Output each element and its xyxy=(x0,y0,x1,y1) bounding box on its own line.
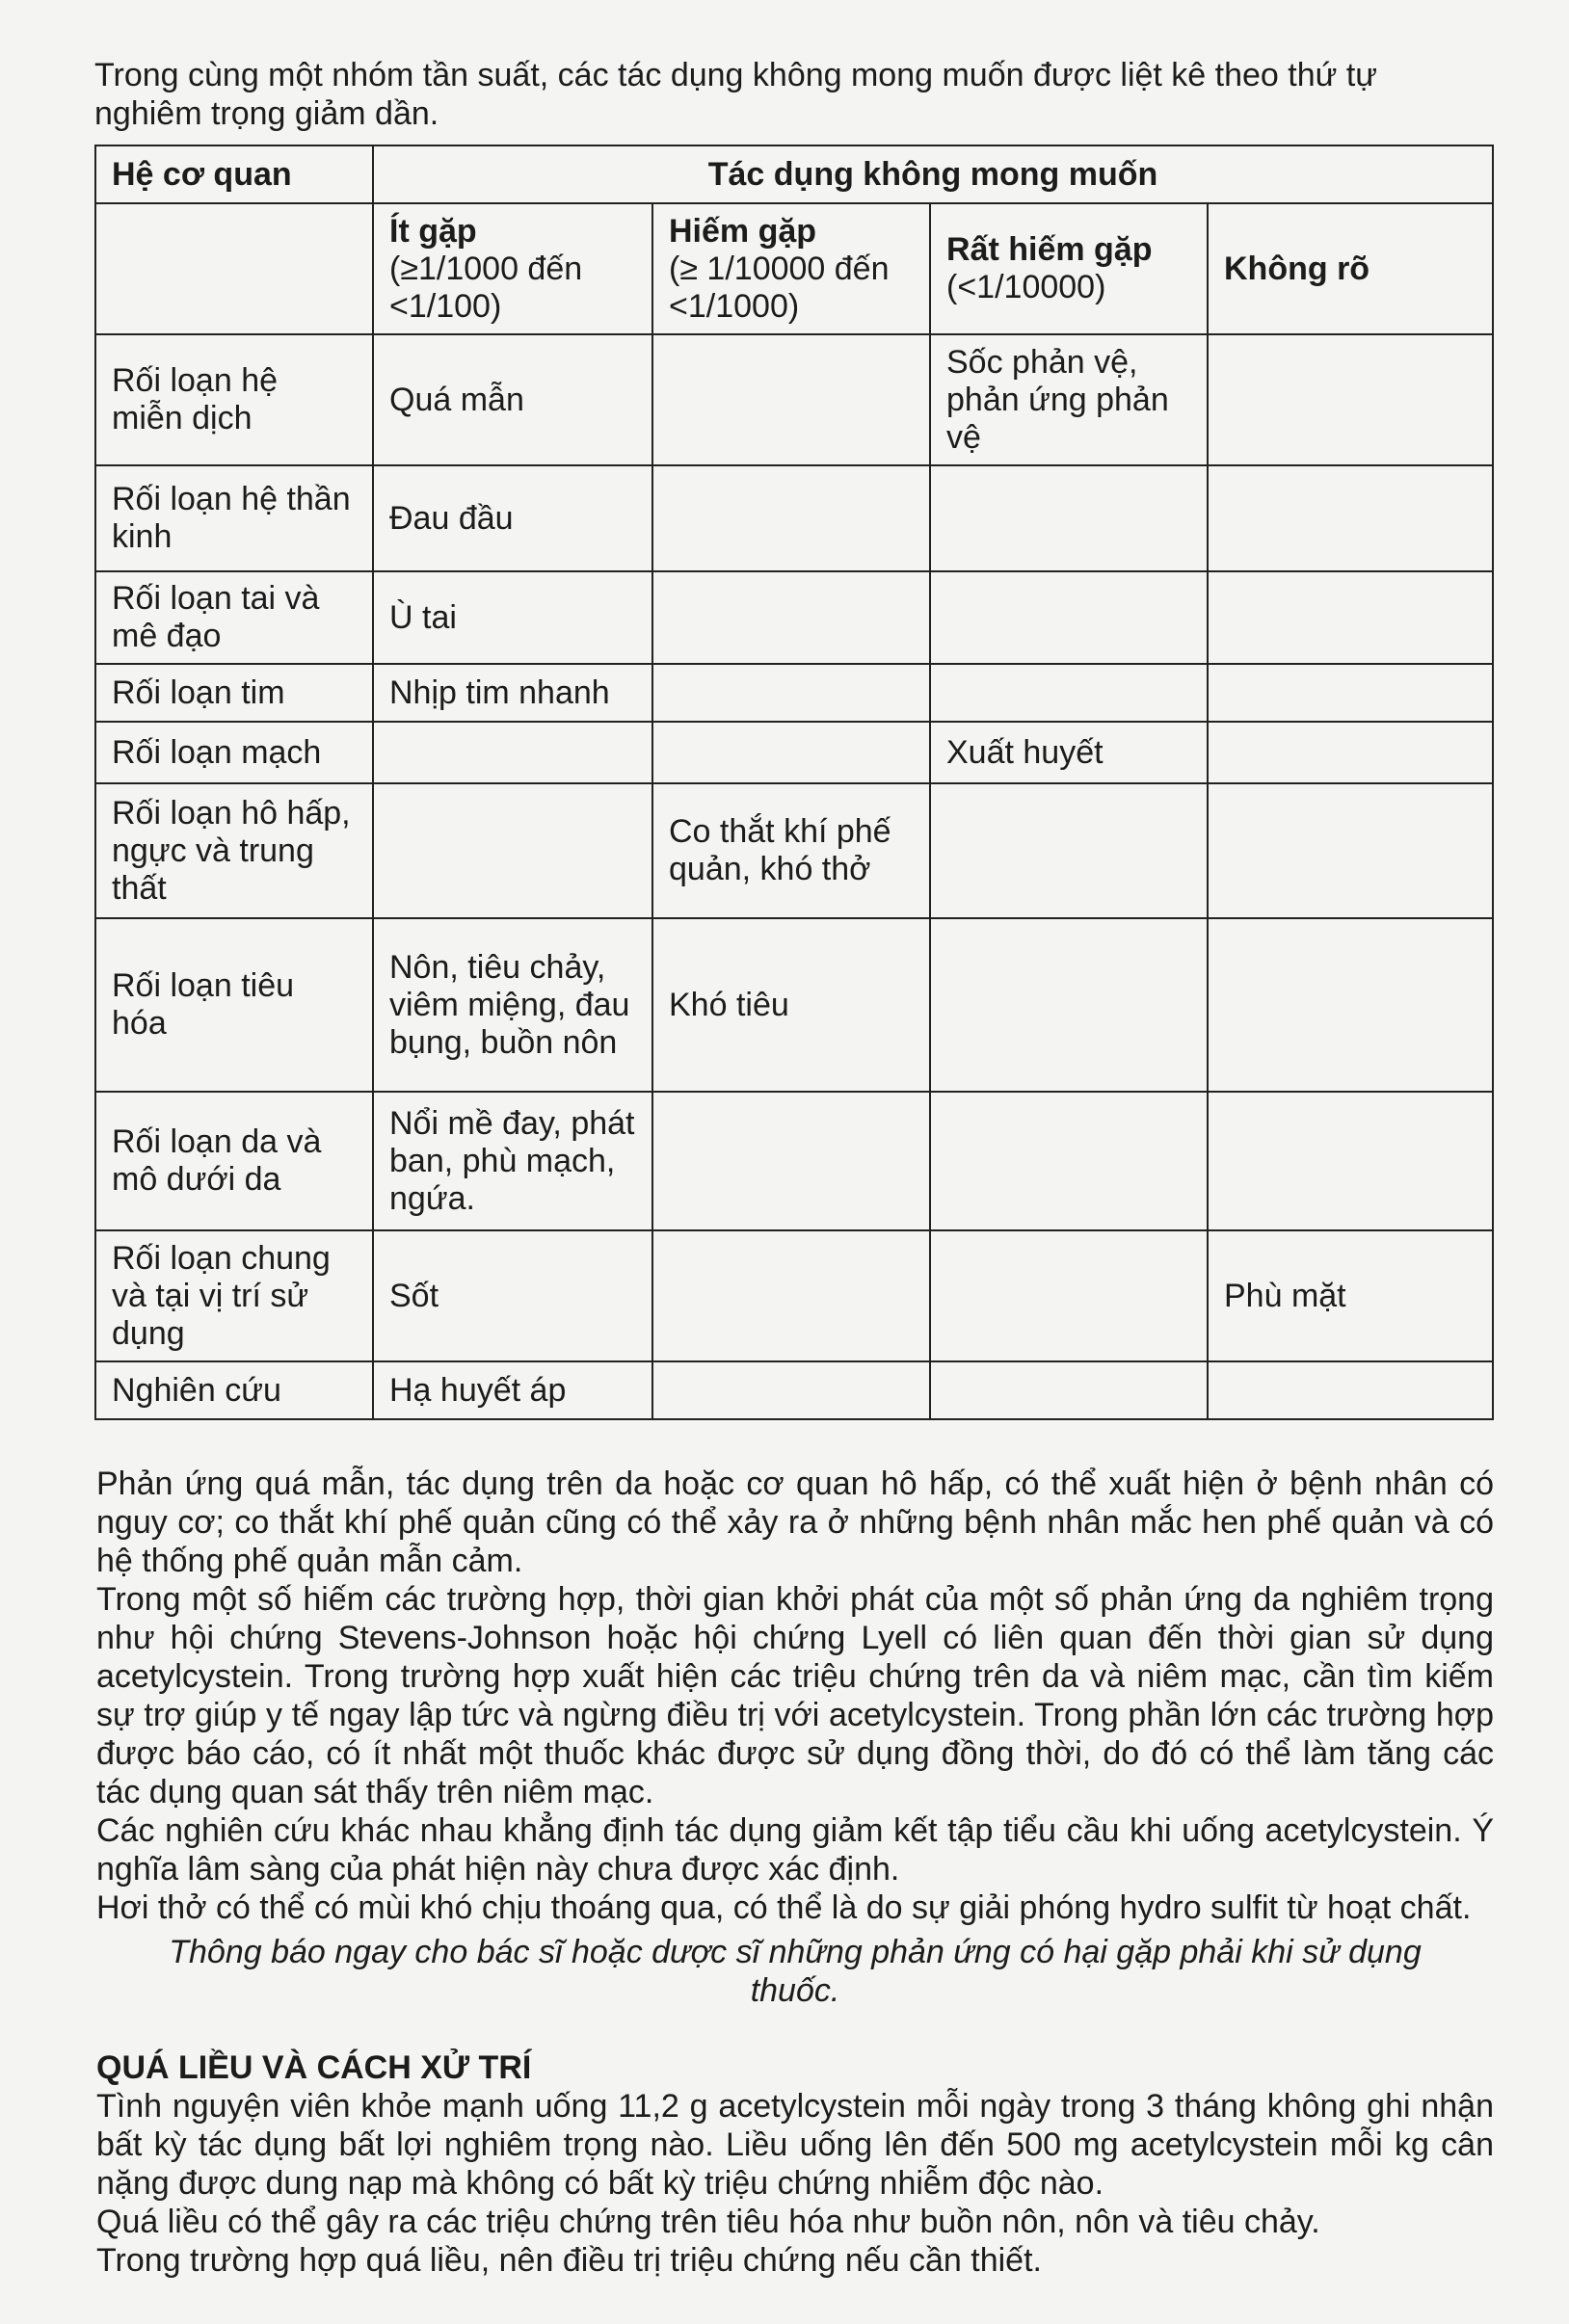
table-row xyxy=(95,1230,1493,1361)
table-row xyxy=(95,1361,1493,1419)
table-subheader-row xyxy=(95,203,1493,334)
table-row xyxy=(95,783,1493,918)
paragraph: Trong một số hiếm các trường hợp, thời gian khởi phát của một số phản ứng da nghiêm trọng như hội chứng Stevens-Johnson hoặc hội chứng Lyell có liên quan đến thời gian sử dụng acetylcystein. Trong trường hợp xuất hiện các triệu chứng trên da và niêm mạc, cần tìm kiếm sự trợ giúp y tế ngay lập tức và ngừng điều trị với acetylcystein. Trong phần lớn các trường hợp được báo cáo, có ít nhất một thuốc khác được sử dụng đồng thời, do đó có thể làm tăng các tác dụng quan sát thấy trên niêm mạc. xyxy=(96,1581,1494,1810)
effect-cell xyxy=(1208,1361,1493,1419)
effect-cell xyxy=(930,465,1208,571)
effect-cell xyxy=(373,783,652,918)
effect-cell: Phù mặt xyxy=(1208,1230,1493,1361)
system-cell: Rối loạn da và mô dưới da xyxy=(95,1092,373,1230)
system-cell: Rối loạn mạch xyxy=(95,722,373,783)
adverse-effects-table xyxy=(94,145,1494,1420)
system-cell: Rối loạn hệ thần kinh xyxy=(95,465,373,571)
system-cell: Rối loạn hệ miễn dịch xyxy=(95,334,373,465)
effect-cell xyxy=(652,1361,930,1419)
effect-cell: Xuất huyết xyxy=(930,722,1208,783)
table-row xyxy=(95,1092,1493,1230)
effect-cell: Ù tai xyxy=(373,571,652,664)
effect-cell xyxy=(652,1092,930,1230)
effect-cell: Hạ huyết áp xyxy=(373,1361,652,1419)
effect-cell xyxy=(1208,571,1493,664)
table-row xyxy=(95,722,1493,783)
header-effects: Tác dụng không mong muốn xyxy=(373,145,1493,203)
system-cell: Rối loạn tiêu hóa xyxy=(95,918,373,1092)
effect-cell xyxy=(373,722,652,783)
header-frequency-uncommon: Ít gặp (≥1/1000 đến <1/100) xyxy=(373,203,652,334)
effect-cell xyxy=(1208,465,1493,571)
effect-cell xyxy=(652,571,930,664)
overdose-title: QUÁ LIỀU VÀ CÁCH XỬ TRÍ xyxy=(96,2049,532,2086)
report-notice: Thông báo ngay cho bác sĩ hoặc dược sĩ những phản ứng có hại gặp phải khi sử dụng thuốc. xyxy=(169,1934,1422,2009)
effect-cell: Khó tiêu xyxy=(652,918,930,1092)
header-empty-cell xyxy=(95,203,373,334)
table-header-row xyxy=(95,145,1493,203)
effect-cell xyxy=(1208,918,1493,1092)
effect-cell xyxy=(652,465,930,571)
effect-cell xyxy=(930,918,1208,1092)
effect-cell xyxy=(930,1092,1208,1230)
effect-cell xyxy=(930,571,1208,664)
system-cell: Nghiên cứu xyxy=(95,1361,373,1419)
effect-cell xyxy=(1208,783,1493,918)
effect-cell: Đau đầu xyxy=(373,465,652,571)
table-row xyxy=(95,918,1493,1092)
effect-cell xyxy=(652,664,930,722)
effect-cell: Nôn, tiêu chảy, viêm miệng, đau bụng, buồn nôn xyxy=(373,918,652,1092)
table-row xyxy=(95,334,1493,465)
overdose-paragraph: Quá liều có thể gây ra các triệu chứng trên tiêu hóa như buồn nôn, nôn và tiêu chảy. xyxy=(96,2204,1320,2240)
system-cell: Rối loạn chung và tại vị trí sử dụng xyxy=(95,1230,373,1361)
system-cell: Rối loạn hô hấp, ngực và trung thất xyxy=(95,783,373,918)
header-frequency-rare: Hiếm gặp (≥ 1/10000 đến <1/1000) xyxy=(652,203,930,334)
header-frequency-unknown: Không rõ xyxy=(1208,203,1493,334)
effect-cell xyxy=(930,783,1208,918)
effect-cell: Quá mẫn xyxy=(373,334,652,465)
effect-cell: Nhịp tim nhanh xyxy=(373,664,652,722)
table-row xyxy=(95,465,1493,571)
effect-cell xyxy=(930,1361,1208,1419)
effect-cell xyxy=(652,722,930,783)
effect-cell xyxy=(930,664,1208,722)
intro-text: Trong cùng một nhóm tần suất, các tác dụng không mong muốn được liệt kê theo thứ tự nghiêm trọng giảm dần. xyxy=(94,57,1378,132)
header-frequency-very-rare: Rất hiếm gặp (<1/10000) xyxy=(930,203,1208,334)
paragraph: Hơi thở có thể có mùi khó chịu thoáng qua, có thể là do sự giải phóng hydro sulfit từ hoạt chất. xyxy=(96,1889,1472,1926)
effect-cell xyxy=(652,334,930,465)
table-row xyxy=(95,571,1493,664)
overdose-paragraph: Tình nguyện viên khỏe mạnh uống 11,2 g acetylcystein mỗi ngày trong 3 tháng không ghi nhận bất kỳ tác dụng bất lợi nghiêm trọng nào. Liều uống lên đến 500 mg acetylcystein mỗi kg cân nặng được dung nạp mà không có bất kỳ triệu chứng nhiễm độc nào. xyxy=(96,2088,1494,2202)
effect-cell xyxy=(1208,722,1493,783)
effect-cell xyxy=(1208,1092,1493,1230)
effect-cell xyxy=(652,1230,930,1361)
effect-cell xyxy=(930,1230,1208,1361)
system-cell: Rối loạn tim xyxy=(95,664,373,722)
body-text xyxy=(96,1465,1494,2280)
effect-cell: Sốc phản vệ, phản ứng phản vệ xyxy=(930,334,1208,465)
overdose-paragraph: Trong trường hợp quá liều, nên điều trị triệu chứng nếu cần thiết. xyxy=(96,2242,1042,2279)
system-cell: Rối loạn tai và mê đạo xyxy=(95,571,373,664)
table-row xyxy=(95,664,1493,722)
paragraph: Phản ứng quá mẫn, tác dụng trên da hoặc cơ quan hô hấp, có thể xuất hiện ở bệnh nhân có nguy cơ; co thắt khí phế quản cũng có thể xảy ra ở những bệnh nhân mắc hen phế quản và có hệ thống phế quản mẫn cảm. xyxy=(96,1466,1494,1579)
effect-cell xyxy=(1208,664,1493,722)
header-system: Hệ cơ quan xyxy=(95,145,373,203)
effect-cell: Sốt xyxy=(373,1230,652,1361)
paragraph: Các nghiên cứu khác nhau khẳng định tác dụng giảm kết tập tiểu cầu khi uống acetylcystein. Ý nghĩa lâm sàng của phát hiện này chưa được xác định. xyxy=(96,1812,1494,1888)
effect-cell: Nổi mề đay, phát ban, phù mạch, ngứa. xyxy=(373,1092,652,1230)
effect-cell xyxy=(1208,334,1493,465)
effect-cell: Co thắt khí phế quản, khó thở xyxy=(652,783,930,918)
